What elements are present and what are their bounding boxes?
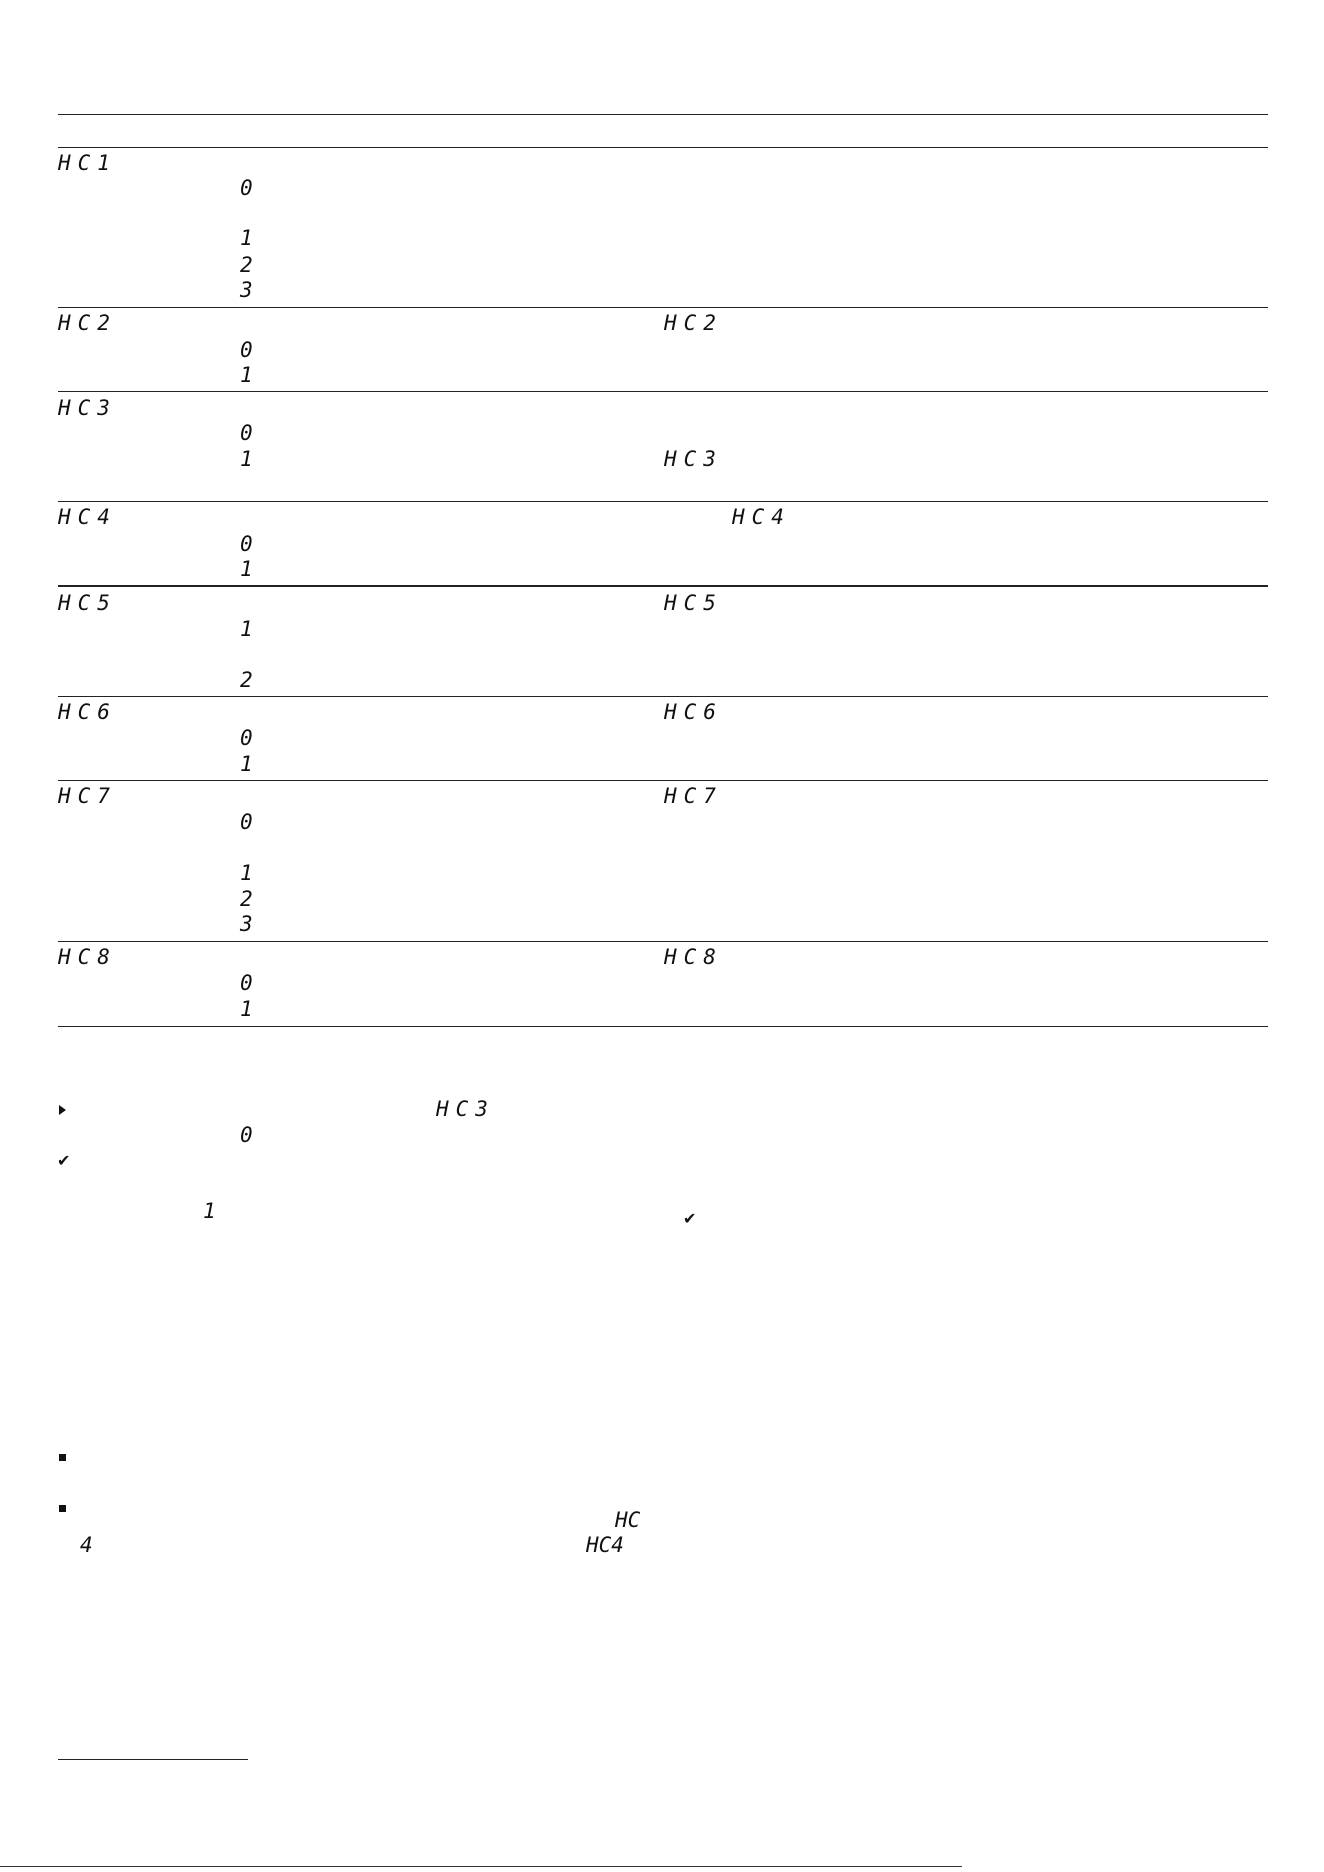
table-row-hc8-ref: HC8 [664,945,723,969]
table-row-hc1-option: 0 [240,176,260,200]
table-row-hc1-option: 3 [240,278,260,302]
table-row-hc1-code: HC1 [58,151,117,175]
table-row-divider [58,780,1268,781]
page-bottom-rule [0,1866,962,1867]
table-row-hc4-option: 0 [240,532,260,556]
checkmark-icon: ✔ [57,1151,71,1170]
play-triangle-icon [59,1105,66,1115]
table-row-hc8-option: 1 [240,997,260,1021]
checkmark-icon: ✔ [683,1209,697,1228]
table-row-divider [58,585,1268,587]
table-bottom-rule [58,1026,1268,1027]
step-value: 0 [240,1123,260,1147]
note-code: HC4 [586,1533,624,1557]
table-row-hc3-option: 1 [240,447,260,471]
table-row-hc4-option: 1 [240,557,260,581]
table-row-hc2-option: 1 [240,363,260,387]
table-row-hc2-option: 0 [240,338,260,362]
table-row-hc7-option: 1 [240,861,260,885]
note-code: 4 [80,1533,93,1557]
table-row-hc4-code: HC4 [58,505,117,529]
step-result-value: 1 [203,1199,223,1223]
table-row-hc5-option: 2 [240,668,260,692]
table-header-top-rule [58,114,1268,115]
table-row-hc1-option: 1 [240,226,260,250]
footnote-rule [58,1759,248,1760]
table-row-divider [58,391,1268,392]
table-header-bottom-rule [58,147,1268,148]
note-code: HC [615,1508,641,1532]
table-row-hc7-code: HC7 [58,784,117,808]
table-row-hc5-ref: HC5 [664,591,723,615]
table-row-hc5-option: 1 [240,617,260,641]
table-row-hc5-code: HC5 [58,591,117,615]
square-bullet-icon [59,1505,66,1512]
table-row-hc7-ref: HC7 [664,784,723,808]
table-row-hc8-code: HC8 [58,945,117,969]
table-row-hc6-option: 1 [240,752,260,776]
table-row-hc6-option: 0 [240,726,260,750]
table-row-hc2-code: HC2 [58,311,117,335]
table-row-hc4-ref: HC4 [732,505,791,529]
table-row-divider [58,501,1268,502]
table-row-hc3-code: HC3 [58,396,117,420]
table-row-divider [58,696,1268,697]
table-row-hc6-code: HC6 [58,700,117,724]
table-row-divider [58,941,1268,942]
table-row-hc7-option: 0 [240,810,260,834]
table-row-hc7-option: 2 [240,887,260,911]
table-row-hc3-option: 0 [240,421,260,445]
step-code: HC3 [436,1097,495,1121]
table-row-hc1-option: 2 [240,253,260,277]
square-bullet-icon [59,1454,66,1461]
table-row-hc7-option: 3 [240,912,260,936]
table-row-hc3-ref: HC3 [664,447,723,471]
table-row-hc8-option: 0 [240,971,260,995]
table-row-divider [58,307,1268,308]
table-row-hc2-ref: HC2 [664,311,723,335]
table-row-hc6-ref: HC6 [664,700,723,724]
